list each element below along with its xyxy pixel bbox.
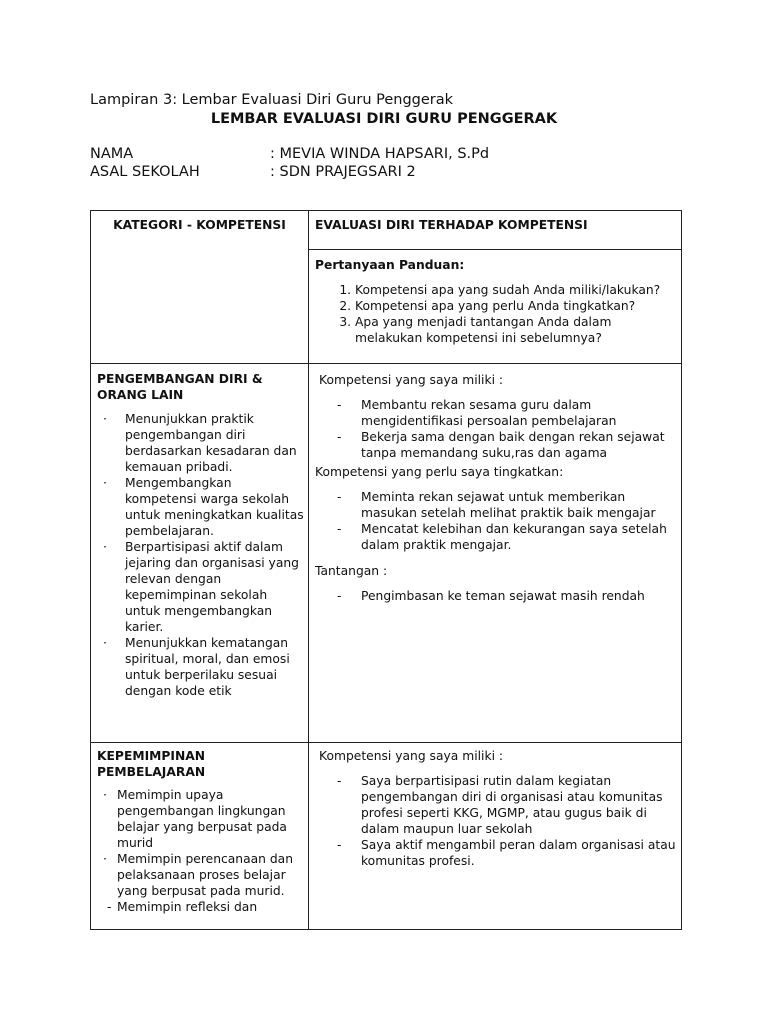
- guide-question: 1. Kompetensi apa yang sudah Anda miliki/lakukan?: [355, 282, 681, 298]
- category-cell: [91, 743, 309, 930]
- list-item: [91, 899, 308, 915]
- guide-question: 3. Apa yang menjadi tantangan Anda dalam melakukan kompetensi ini sebelumnya?: [355, 314, 681, 346]
- list-item: [309, 521, 681, 553]
- school-label: ASAL SEKOLAH: [90, 164, 200, 180]
- dash: -: [337, 589, 342, 603]
- column-header-category: KATEGORI - KOMPETENSI: [113, 218, 286, 232]
- category-cell: [91, 364, 309, 743]
- list-item-text: Bekerja sama dengan baik dengan rekan sejawat tanpa memandang suku,ras dan agama: [361, 430, 665, 460]
- competency-list: [91, 411, 308, 699]
- guide-question: 2. Kompetensi apa yang perlu Anda tingkatkan?: [355, 298, 681, 314]
- competency-list: [91, 787, 308, 915]
- list-item-text: Mengembangkan kompetensi warga sekolah untuk meningkatkan kualitas pembelajaran.: [125, 476, 304, 538]
- list-item-text: Berpartisipasi aktif dalam jejaring dan organisasi yang relevan dengan kepemimpinan sekolah untuk mengembangkan karier.: [125, 540, 299, 634]
- table-row: [91, 743, 682, 930]
- header-cell-evaluation: [309, 211, 682, 250]
- challenge-label: Tantangan :: [315, 564, 388, 578]
- document-title: LEMBAR EVALUASI DIRI GURU PENGGERAK: [210, 111, 558, 127]
- dash: -: [337, 430, 342, 444]
- evaluation-table: [90, 210, 682, 930]
- list-item: [91, 851, 308, 899]
- evaluation-cell: [309, 364, 682, 743]
- header-row: [91, 211, 682, 250]
- name-label: NAMA: [90, 146, 134, 162]
- bullet: ·: [103, 540, 107, 554]
- list-item: [309, 837, 681, 869]
- bullet: ·: [103, 788, 107, 802]
- name-row: [90, 146, 489, 162]
- evaluation-cell: [309, 743, 682, 930]
- list-item-text: Menunjukkan praktik pengembangan diri berdasarkan kesadaran dan kemauan pribadi.: [125, 412, 297, 474]
- guide-cell: [309, 250, 682, 364]
- list-item: [309, 397, 681, 429]
- have-label: Kompetensi yang saya miliki :: [319, 373, 504, 387]
- list-item-text: Menunjukkan kematangan spiritual, moral, dan emosi untuk berperilaku sesuai dengan kode etik: [125, 636, 290, 698]
- category-title: KEPEMIMPINAN PEMBELAJARAN: [97, 749, 206, 779]
- have-label: Kompetensi yang saya miliki :: [319, 749, 504, 763]
- improve-list: [309, 489, 681, 553]
- dash: -: [337, 490, 342, 504]
- list-item: [91, 787, 308, 851]
- bullet: ·: [103, 476, 107, 490]
- bullet: ·: [103, 852, 107, 866]
- improve-label: Kompetensi yang perlu saya tingkatkan:: [315, 465, 564, 479]
- list-item: [91, 635, 308, 699]
- school-row: [90, 164, 416, 180]
- list-item: [309, 773, 681, 837]
- list-item-text: Memimpin upaya pengembangan lingkungan belajar yang berpusat pada murid: [117, 788, 287, 850]
- list-item-text: Mencatat kelebihan dan kekurangan saya setelah dalam praktik mengajar.: [361, 522, 667, 552]
- document-caption: Lampiran 3: Lembar Evaluasi Diri Guru Penggerak: [90, 92, 454, 108]
- list-item-text: Meminta rekan sejawat untuk memberikan masukan setelah melihat praktik baik mengajar: [361, 490, 656, 520]
- guide-title: Pertanyaan Panduan:: [315, 258, 465, 272]
- list-item-text: Memimpin perencanaan dan pelaksanaan proses belajar yang berpusat pada murid.: [117, 852, 293, 898]
- list-item-text: Pengimbasan ke teman sejawat masih rendah: [361, 589, 645, 603]
- list-item: [309, 489, 681, 521]
- bullet: -: [107, 900, 112, 914]
- category-title: PENGEMBANGAN DIRI & ORANG LAIN: [97, 372, 263, 402]
- list-item: [91, 411, 308, 475]
- have-list: [309, 397, 681, 461]
- guide-question-list: [309, 282, 681, 346]
- list-item: [91, 539, 308, 635]
- table-row: [91, 364, 682, 743]
- list-item-text: Saya berpartisipasi rutin dalam kegiatan pengembangan diri di organisasi atau komunitas profesi seperti KKG, MGMP, atau gugus baik di dalam maupun luar sekolah: [361, 774, 663, 836]
- dash: -: [337, 774, 342, 788]
- column-header-evaluation: EVALUASI DIRI TERHADAP KOMPETENSI: [315, 218, 588, 232]
- list-item-text: Saya aktif mengambil peran dalam organisasi atau komunitas profesi.: [361, 838, 676, 868]
- name-value: : MEVIA WINDA HAPSARI, S.Pd: [270, 146, 490, 162]
- list-item-text: Membantu rekan sesama guru dalam mengidentifikasi persoalan pembelajaran: [361, 398, 617, 428]
- challenge-list: [309, 588, 681, 604]
- dash: -: [337, 398, 342, 412]
- bullet: ·: [103, 412, 107, 426]
- have-list: [309, 773, 681, 869]
- bullet: ·: [103, 636, 107, 650]
- list-item-text: Memimpin refleksi dan: [117, 900, 258, 914]
- list-item: [309, 429, 681, 461]
- list-item: [309, 588, 681, 604]
- list-item: [91, 475, 308, 539]
- dash: -: [337, 838, 342, 852]
- school-value: : SDN PRAJEGSARI 2: [270, 164, 416, 180]
- dash: -: [337, 522, 342, 536]
- header-cell-category: [91, 211, 309, 364]
